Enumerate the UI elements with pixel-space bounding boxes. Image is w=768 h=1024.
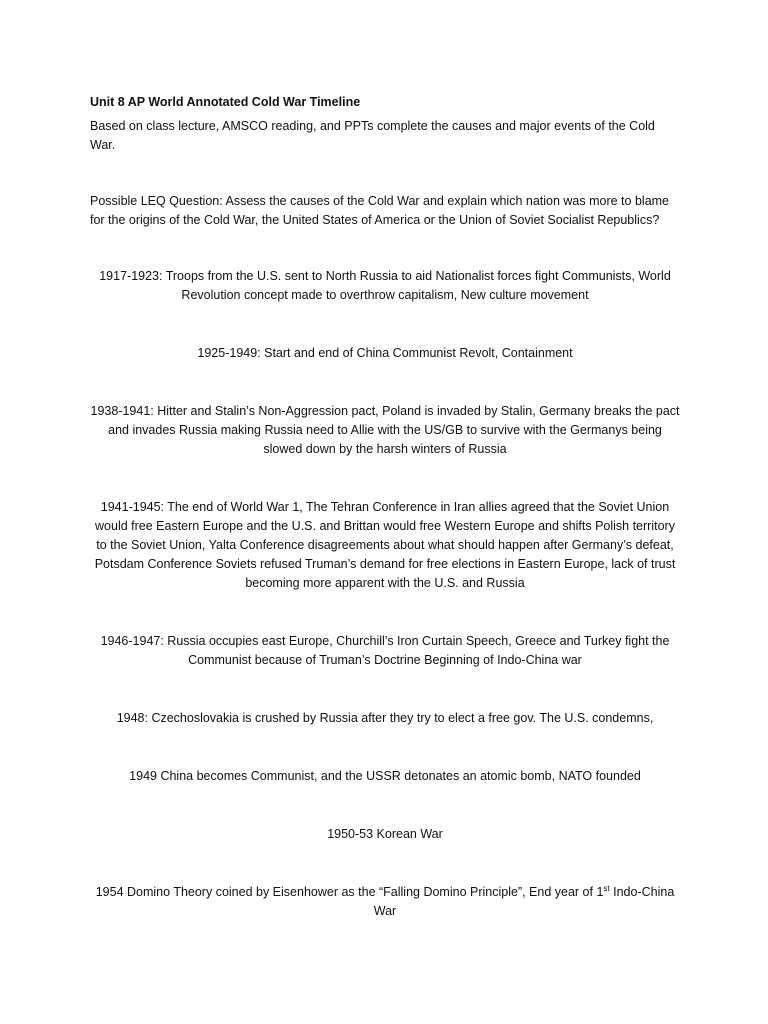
document-content	[90, 93, 680, 960]
timeline-entry-1938-1941: 1938-1941: Hitter and Stalin’s Non-Aggression pact, Poland is invaded by Stalin, Germany breaks the pact and invades Russia making Russia need to Allie with the US/GB to survive with the Germanys being slowed down by the harsh winters of Russia	[90, 404, 680, 456]
leq-question-paragraph: Possible LEQ Question: Assess the causes of the Cold War and explain which nation was more to blame for the origins of the Cold War, the United States of America or the Union of Soviet Socialist Republics?	[90, 194, 670, 227]
timeline-entry-1917-1923: 1917-1923: Troops from the U.S. sent to North Russia to aid Nationalist forces fight Communists, World Revolution concept made to overthrow capitalism, New culture movement	[99, 269, 671, 302]
timeline-entry-1948: 1948: Czechoslovakia is crushed by Russia after they try to elect a free gov. The U.S. condemns,	[116, 711, 654, 725]
timeline-entry-1954	[90, 883, 680, 921]
ordinal-superscript: st	[603, 883, 610, 893]
timeline-entry-1954-text-end: Indo-China War	[373, 885, 675, 918]
timeline-entry-1954-text: 1954 Domino Theory coined by Eisenhower as the “Falling Domino Principle”, End year of 1	[95, 885, 604, 899]
timeline-entry-1946-1947: 1946-1947: Russia occupies east Europe, Churchill’s Iron Curtain Speech, Greece and Turkey fight the Communist because of Truman’s Doctrine Beginning of Indo-China war	[100, 634, 670, 667]
timeline-entry-1949: 1949 China becomes Communist, and the USSR detonates an atomic bomb, NATO founded	[129, 769, 641, 783]
timeline-entry-1941-1945: 1941-1945: The end of World War 1, The Tehran Conference in Iran allies agreed that the Soviet Union would free Eastern Europe and the U.S. and Brittan would free Western Europe and shifts Polish territory to the Soviet Union, Yalta Conference disagreements about what should happen after Germany’s defeat, Potsdam Conference Soviets refused Truman’s demand for free elections in Eastern Europe, lack of trust becoming more apparent with the U.S. and Russia	[94, 500, 676, 590]
intro-paragraph: Based on class lecture, AMSCO reading, and PPTs complete the causes and major events of the Cold War.	[90, 119, 655, 152]
document-title: Unit 8 AP World Annotated Cold War Timeline	[90, 95, 361, 109]
timeline-entry-1950-1953: 1950-53 Korean War	[327, 827, 443, 841]
timeline-entry-1925-1949: 1925-1949: Start and end of China Communist Revolt, Containment	[197, 346, 573, 360]
